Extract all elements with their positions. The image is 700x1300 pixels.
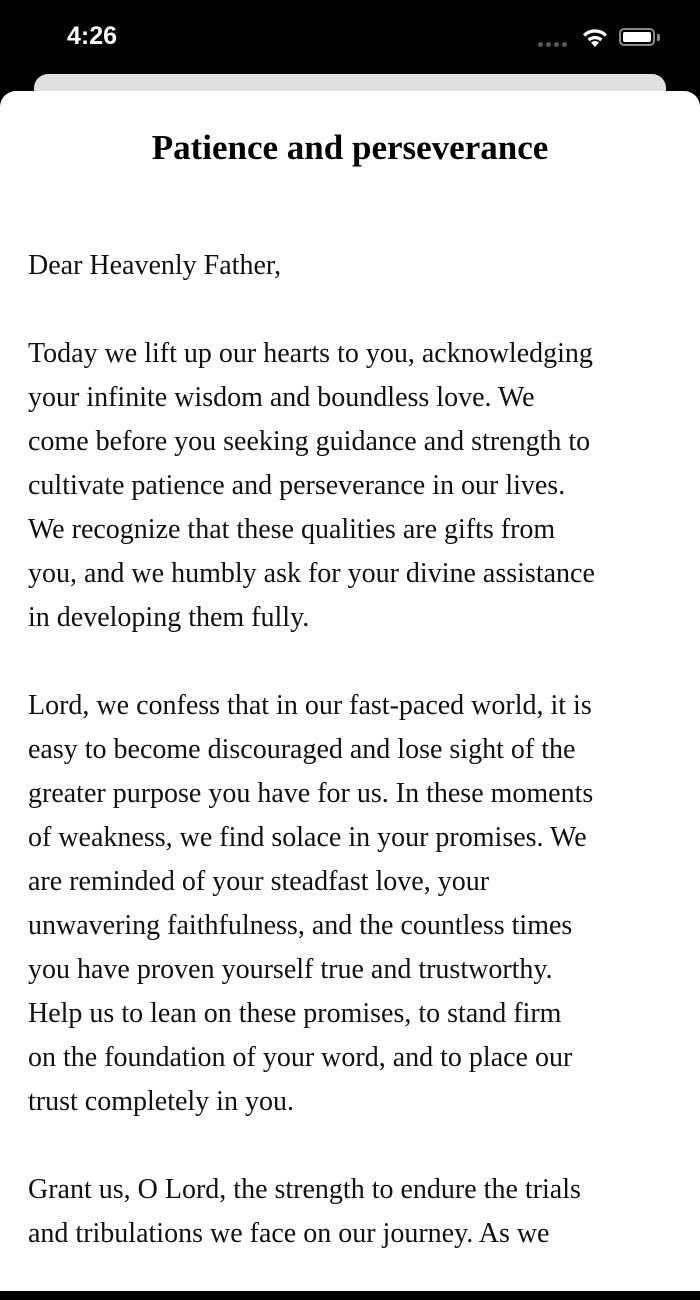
text-line: of weakness, we find solace in your promises. We (28, 822, 587, 853)
text-line: Grant us, O Lord, the strength to endure the trials (28, 1174, 581, 1205)
text-line: and tribulations we face on our journey. As we (28, 1218, 550, 1249)
text-line: easy to become discouraged and lose sight of the (28, 734, 576, 765)
text-line: in developing them fully. (28, 602, 310, 633)
text-line: greater purpose you have for us. In these moments (28, 778, 594, 809)
text-line: Dear Heavenly Father, (28, 250, 282, 281)
text-line: your infinite wisdom and boundless love. We (28, 382, 535, 413)
prayer-paragraph (28, 244, 595, 288)
text-line: Help us to lean on these promises, to stand firm (28, 998, 562, 1029)
text-line: unwavering faithfulness, and the countless times (28, 910, 573, 941)
text-line: come before you seeking guidance and strength to (28, 426, 591, 457)
prayer-body (28, 244, 595, 1300)
status-bar (0, 0, 700, 75)
text-line: you have proven yourself true and trustworthy. (28, 954, 553, 985)
text-line: Today we lift up our hearts to you, acknowledging (28, 338, 593, 369)
battery-icon (619, 28, 655, 46)
page-title: Patience and perseverance (151, 128, 549, 167)
text-line: We recognize that these qualities are gifts from (28, 514, 556, 545)
prayer-paragraph (28, 332, 595, 640)
text-line: on the foundation of your word, and to place our (28, 1042, 573, 1073)
text-line: trust completely in you. (28, 1086, 294, 1117)
battery-cap (657, 34, 660, 41)
signal-icon (538, 42, 567, 47)
text-line: are reminded of your steadfast love, your (28, 866, 490, 897)
text-line: Lord, we confess that in our fast-paced world, it is (28, 690, 592, 721)
text-line: cultivate patience and perseverance in our lives. (28, 470, 566, 501)
status-time: 4:26 (67, 22, 118, 50)
prayer-paragraph (28, 1168, 595, 1256)
wifi-icon (580, 26, 610, 48)
text-line: you, and we humbly ask for your divine assistance (28, 558, 595, 589)
prayer-paragraph (28, 684, 595, 1124)
